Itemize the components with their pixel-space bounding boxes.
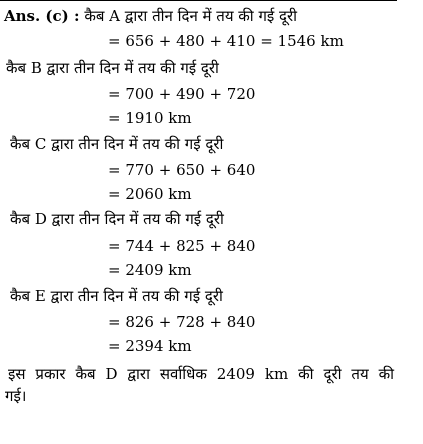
- cab-d-total: = 2409 km: [108, 261, 192, 279]
- cab-e-sum: = 826 + 728 + 840: [108, 313, 256, 331]
- cab-b-sum: = 700 + 490 + 720: [108, 85, 256, 103]
- cab-b-total: = 1910 km: [108, 109, 192, 127]
- cab-e-total: = 2394 km: [108, 337, 192, 355]
- cab-c-sum: = 770 + 650 + 640: [108, 161, 256, 179]
- top-rule: [0, 0, 397, 1]
- cab-d-sum: = 744 + 825 + 840: [108, 237, 256, 255]
- cab-c-total: = 2060 km: [108, 185, 192, 203]
- conclusion-line-2: गई।: [5, 387, 27, 405]
- cab-a-heading: कैब A द्वारा तीन दिन में तय की गई दूरी: [84, 7, 298, 25]
- cab-a-equation: = 656 + 480 + 410 = 1546 km: [108, 32, 344, 50]
- conclusion-line-1: इस प्रकार कैब D द्वारा सर्वाधिक 2409 km की दूरी तय की: [8, 365, 394, 383]
- cab-d-heading: कैब D द्वारा तीन दिन में तय की गई दूरी: [10, 210, 224, 228]
- cab-c-heading: कैब C द्वारा तीन दिन में तय की गई दूरी: [10, 135, 224, 153]
- answer-label: Ans. (c) :: [4, 7, 80, 25]
- answer-header: [4, 6, 297, 26]
- cab-b-heading: कैब B द्वारा तीन दिन में तय की गई दूरी: [6, 59, 219, 77]
- cab-e-heading: कैब E द्वारा तीन दिन में तय की गई दूरी: [10, 287, 223, 305]
